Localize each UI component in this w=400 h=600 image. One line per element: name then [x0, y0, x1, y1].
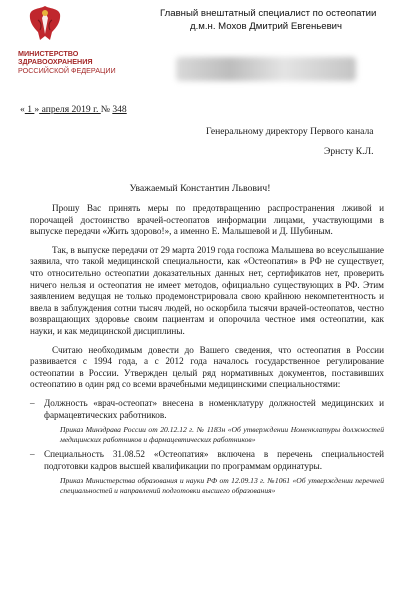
order-reference: Приказ Минздрава России от 20.12.12 г. № 1183н «Об утверждении Номенклатуры должностей медицинских работников и фармацевтических работников»	[60, 425, 384, 444]
list-item	[30, 398, 384, 421]
document-day: 1	[24, 104, 35, 115]
addressee-position: Генеральному директору Первого канала	[206, 126, 374, 137]
ministry-line-1: МИНИСТЕРСТВО	[18, 49, 79, 58]
date-quote-close: »	[34, 104, 40, 115]
ministry-line-2: ЗДРАВООХРАНЕНИЯ	[18, 57, 93, 67]
addressee-block	[206, 126, 392, 157]
list-item-text: Должность «врач-остеопат» внесена в номенклатуру должностей медицинских и фармацевтических работников.	[44, 397, 384, 420]
redacted-area	[176, 57, 356, 81]
document-number: 348	[112, 104, 127, 115]
list-dash: –	[30, 397, 35, 408]
paragraph: Считаю необходимым довести до Вашего сведения, что остеопатия в России развивается с 1994 года, а с 2012 года началось государственное регулирование остеопатии в России. Утвержден целый ряд нормативных документов, поставивших остеопатию в один ряд со всеми врачебными медицинскими специальностями:	[30, 344, 384, 390]
paragraph: Прошу Вас принять меры по предотвращению распространения лживой и порочащей достоинство врачей-остеопатов информации лицами, участвующими в выпуске передачи «Жить здорово!», а именно Е. Малышевой и Д. Шубиным.	[30, 203, 384, 237]
document-number-line	[20, 104, 127, 115]
document-month-year: апреля 2019 г.	[39, 104, 101, 115]
list-dash: –	[30, 449, 35, 460]
list-item-text: Специальность 31.08.52 «Остеопатия» включена в перечень специальностей подготовки кадров высшей квалификации по программам ординатуры.	[44, 449, 384, 471]
signer-block	[160, 7, 394, 33]
ministry-line-3: РОССИЙСКОЙ ФЕДЕРАЦИИ	[18, 65, 116, 75]
paragraph: Так, в выпуске передачи от 29 марта 2019 года госпожа Малышева во всеуслышание заявила, что такой медицинской специальности, как «Остеопатия» в РФ не существует, что относительно остеопатии доказательных данных нет, сертификатов нет, проверить ничего нельзя и остеопатия не имеет методов, официально существующих в РФ. Этим заявлением ведущая не только продемонстрировала свою крайнюю некомпетентность и ввела в заблуждения сотни тысяч людей, но оскорбила тысячи врачей-остеопатов, честно возвращающих здоровье своим пациентам и опорочила честное имя остеопатии, как науки, и как медицинской дисциплины.	[30, 244, 384, 336]
signer-title: Главный внештатный специалист по остеопатии	[160, 8, 377, 19]
letter-body	[30, 203, 384, 501]
ministry-name	[18, 50, 138, 75]
order-reference: Приказ Министерства образования и науки РФ от 12.09.13 г. №1061 «Об утверждении перечней специальностей и направлений подготовки высшего образования»	[60, 476, 384, 496]
date-quote-open: «	[20, 104, 25, 115]
ministry-emblem-icon	[28, 4, 62, 44]
document-number-label: №	[100, 104, 113, 115]
signer-name: д.м.н. Мохов Дмитрий Евгеньевич	[190, 21, 343, 32]
list-item	[30, 449, 384, 472]
greeting: Уважаемый Константин Львович!	[129, 183, 271, 194]
addressee-name: Эрнсту К.Л.	[324, 146, 374, 157]
